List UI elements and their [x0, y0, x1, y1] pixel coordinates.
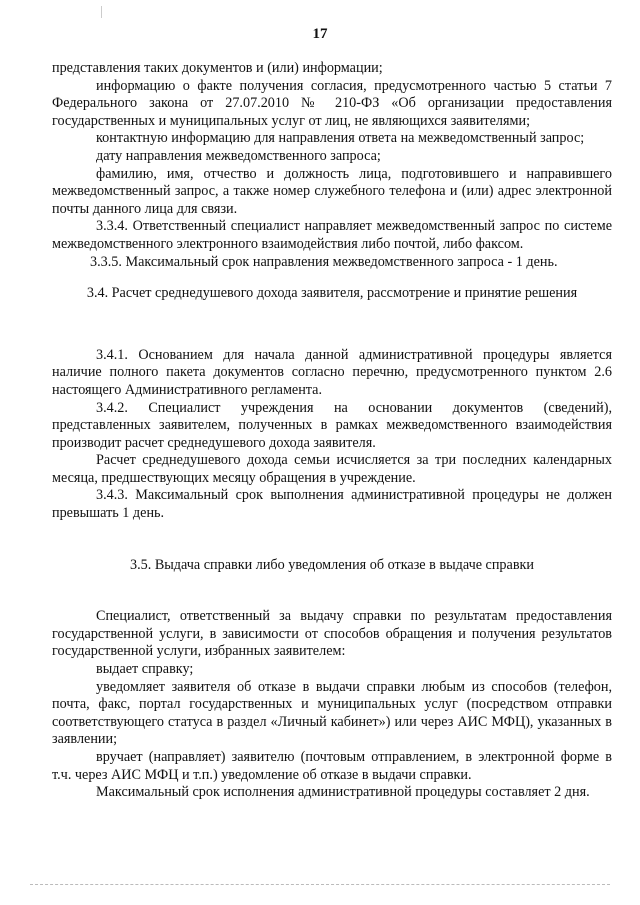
section-heading: 3.4. Расчет среднедушевого дохода заявителя, рассмотрение и принятие решения: [86, 285, 578, 302]
paragraph: информацию о факте получения согласия, предусмотренного частью 5 статьи 7 Федерального закона от 27.07.2010 № 210-ФЗ «Об организации предоставления государственных и муниципальных услуг от лиц, не являющихся заявителями;: [52, 77, 612, 129]
paragraph: контактную информацию для направления ответа на межведомственный запрос;: [96, 130, 585, 147]
scan-margin-mark: [101, 6, 102, 18]
paragraph: выдает справку;: [96, 661, 194, 678]
section-heading: 3.5. Выдача справки либо уведомления об отказе в выдаче справки: [129, 556, 535, 573]
paragraph: 3.3.4. Ответственный специалист направляет межведомственный запрос по системе межведомственного электронного взаимодействия либо почтой, либо факсом.: [52, 218, 612, 252]
paragraph: уведомляет заявителя об отказе в выдачи справки любым из способов (телефон, почта, факс, портал государственных и муниципальных услуг (посредством отправки соответствующего статуса в раздел «Личный кабинет») или через АИС МФЦ), указанных в заявлении;: [52, 678, 612, 748]
paragraph: фамилию, имя, отчество и должность лица, подготовившего и направившего межведомственный запрос, а также номер служебного телефона и (или) адрес электронной почты данного лица для связи.: [52, 165, 612, 217]
paragraph: 3.4.1. Основанием для начала данной административной процедуры является наличие полного пакета документов согласно перечню, предусмотренного пунктом 2.6 настоящего Административного регламента.: [52, 346, 612, 398]
paragraph: представления таких документов и (или) информации;: [52, 60, 383, 76]
paragraph: Специалист, ответственный за выдачу справки по результатам предоставления государственной услуги, в зависимости от способов обращения и получения результатов государственной услуги, избранных заявителем:: [52, 608, 612, 660]
paragraph: Расчет среднедушевого дохода семьи исчисляется за три последних календарных месяца, предшествующих месяцу обращения в учреждение.: [52, 452, 612, 486]
paragraph: 3.3.5. Максимальный срок направления межведомственного запроса - 1 день.: [90, 253, 558, 270]
paragraph: вручает (направляет) заявителю (почтовым отправлением, в электронной форме в т.ч. через АИС МФЦ и т.п.) уведомление об отказе в выдачи справки.: [52, 749, 612, 783]
paragraph: 3.4.2. Специалист учреждения на основании документов (сведений), представленных заявителем, полученных в рамках межведомственного взаимодействия производит расчет среднедушевого дохода заявителя.: [52, 399, 612, 451]
page-number: 17: [312, 26, 328, 42]
paragraph: дату направления межведомственного запроса;: [96, 147, 381, 164]
document-body: [52, 60, 612, 802]
paragraph: Максимальный срок исполнения административной процедуры составляет 2 дня.: [96, 784, 590, 801]
paragraph: 3.4.3. Максимальный срок выполнения административной процедуры не должен превышать 1 день.: [52, 487, 612, 522]
page-bottom-rule: [30, 884, 610, 885]
